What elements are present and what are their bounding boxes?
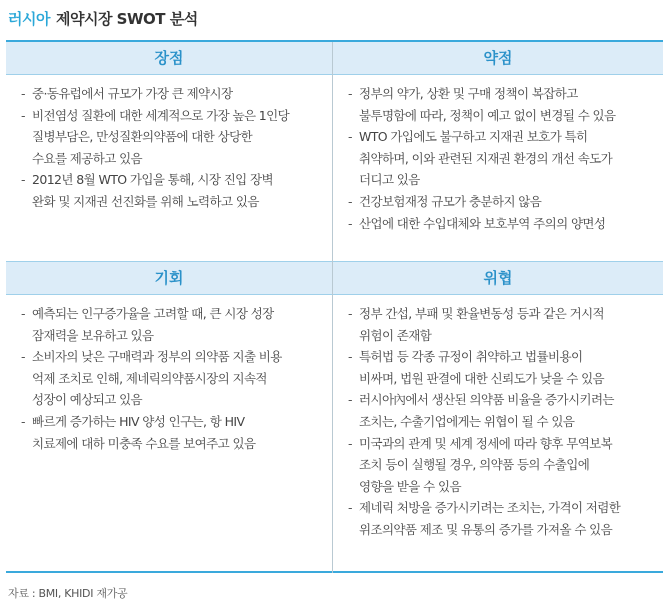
strengths-list (6, 75, 332, 213)
source-note: 자료 : BMI, KHIDI 재가공 (8, 587, 128, 600)
strengths-heading: 장점 (6, 42, 332, 75)
list-item: - 건강보험재정 규모가 충분하지 않음 (343, 191, 653, 213)
list-item: - WTO 가입에도 불구하고 지재권 보호가 특히 취약하며, 이와 관련된 지재권 환경의 개선 속도가 더디고 있음 (343, 126, 653, 191)
swot-table (6, 40, 663, 573)
threats-list (333, 295, 663, 541)
list-item: - 2012년 8월 WTO 가입을 통해, 시장 진입 장벽 완화 및 지재권 선진화를 위해 노력하고 있음 (16, 169, 322, 212)
title-country: 러시아 (8, 10, 50, 28)
list-item: - 빠르게 증가하는 HIV 양성 인구는, 항 HIV 치료제에 대하 미충족 수요를 보여주고 있음 (16, 411, 322, 454)
strengths-quadrant (6, 42, 332, 261)
weaknesses-heading: 약점 (333, 42, 663, 75)
list-item: - 중·동유럽에서 규모가 가장 큰 제약시장 (16, 83, 322, 105)
list-item: - 비전염성 질환에 대한 세계적으로 가장 높은 1인당 질병부담은, 만성질환의약품에 대한 상당한 수요를 제공하고 있음 (16, 105, 322, 170)
list-item: - 예측되는 인구증가율을 고려할 때, 큰 시장 성장 잠재력을 보유하고 있음 (16, 303, 322, 346)
list-item: - 러시아內에서 생산된 의약품 비율을 증가시키려는 조치는, 수출기업에게는 위협이 될 수 있음 (343, 389, 653, 432)
threats-heading: 위협 (333, 261, 663, 295)
list-item: - 산업에 대한 수입대체와 보호부역 주의의 양면성 (343, 213, 653, 235)
list-item: - 정부의 약가, 상환 및 구매 정책이 복잡하고 불투명함에 따라, 정책이 예고 없이 변경될 수 있음 (343, 83, 653, 126)
page-title (8, 8, 198, 30)
opportunities-heading: 기회 (6, 261, 332, 295)
weaknesses-list (333, 75, 663, 234)
opportunities-quadrant (6, 261, 332, 573)
list-item: - 소비자의 낮은 구매력과 정부의 의약품 지출 비용 억제 조치로 인해, 제네릭의약품시장의 지속적 성장이 예상되고 있음 (16, 346, 322, 411)
list-item: - 특허법 등 각종 규정이 취약하고 법률비용이 비싸며, 법원 판결에 대한 신뢰도가 낮을 수 있음 (343, 346, 653, 389)
weaknesses-quadrant (333, 42, 663, 261)
list-item: - 정부 간섭, 부패 및 환율변동성 등과 같은 거시적 위험이 존재함 (343, 303, 653, 346)
list-item: - 제네릭 처방을 증가시키려는 조치는, 가격이 저렴한 위조의약품 제조 및 유통의 증가를 가져올 수 있음 (343, 497, 653, 540)
opportunities-list (6, 295, 332, 454)
title-text: 제약시장 SWOT 분석 (55, 10, 198, 28)
threats-quadrant (333, 261, 663, 573)
list-item: - 미국과의 관계 및 세계 정세에 따라 향후 무역보복 조치 등이 실행될 경우, 의약품 등의 수출입에 영향을 받을 수 있음 (343, 433, 653, 498)
